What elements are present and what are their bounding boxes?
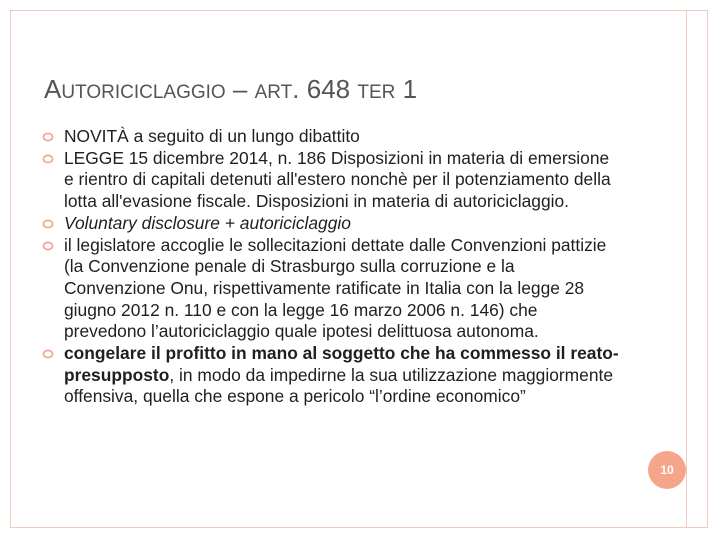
bullet-text: il legislatore accoglie le sollecitazioni dettate dalle Convenzioni pattizie (la Convenzione penale di Strasburgo sulla corruzione e la Convenzione Onu, rispettivamente ratificate in Italia con la legge 28 giugno 2012 n. 110 e con la legge 16 marzo 2006 n. 146) che prevedono l’autoriciclaggio quale ipotesi delittuosa autonoma. <box>64 234 607 342</box>
bullet-item <box>40 343 620 408</box>
bullet-list <box>40 126 620 408</box>
ring-bullet-icon <box>42 241 54 251</box>
ring-bullet-icon <box>42 132 54 142</box>
bullet-item <box>40 213 620 235</box>
slide-number-badge: 10 <box>648 451 686 489</box>
slide-title: AUTORICICLAGGIO – ART. 648 TER 1 <box>44 74 418 104</box>
bullet-item <box>40 148 620 213</box>
ring-bullet-icon <box>42 154 54 164</box>
bullet-text: , in modo da impedirne la sua utilizzazione maggiormente offensiva, quella che espone a pericolo “l’ordine economico” <box>64 364 614 407</box>
bullet-item <box>40 235 620 344</box>
slide-border-right-strip <box>686 10 708 528</box>
bullet-text: NOVITÀ a seguito di un lungo dibattito <box>64 126 360 146</box>
bullet-bold-text: congelare il profitto in mano al soggetto che ha commesso il reato-presupposto <box>64 343 619 385</box>
bullet-text: LEGGE 15 dicembre 2014, n. 186 Disposizioni in materia di emersione e rientro di capitali detenuti all'estero nonchè per il potenziamento della lotta all'evasione fiscale. Disposizioni in materia di autoriciclaggio. <box>64 147 611 212</box>
bullet-item <box>40 126 620 148</box>
bullet-text: Voluntary disclosure + autoriciclaggio <box>64 212 351 233</box>
ring-bullet-icon <box>42 349 54 359</box>
ring-bullet-icon <box>42 219 54 229</box>
